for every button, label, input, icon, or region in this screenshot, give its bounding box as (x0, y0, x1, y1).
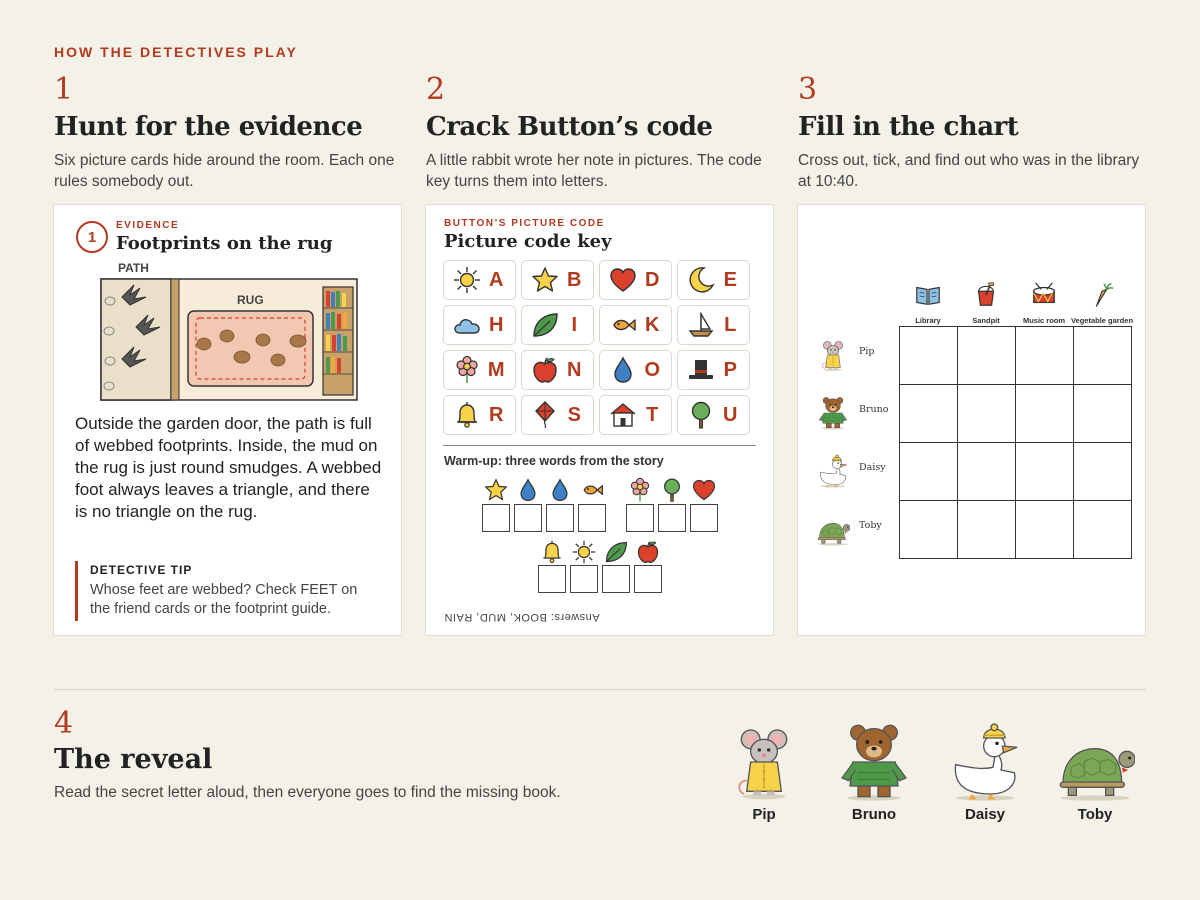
code-key-grid (443, 260, 750, 435)
drop-icon (608, 355, 638, 385)
bear-icon (816, 396, 850, 430)
house-icon (608, 400, 638, 430)
answer-letter-box[interactable] (658, 504, 686, 532)
duck-icon (816, 454, 850, 488)
code-letter: K (645, 313, 660, 336)
code-letter: B (567, 268, 582, 291)
step-number: 3 (798, 72, 818, 107)
reveal-description: Read the secret letter aloud, then everyone goes to find the missing book. (54, 784, 561, 801)
evidence-number-badge: 1 (76, 221, 108, 253)
carrot-icon (1088, 281, 1116, 309)
detective-tip (75, 561, 375, 621)
code-key-cell (677, 350, 750, 390)
footprints-scene-illustration (100, 261, 358, 401)
code-title: Picture code key (444, 231, 612, 252)
answer-letter-box[interactable] (514, 504, 542, 532)
code-kicker: BUTTON’S PICTURE CODE (444, 218, 605, 229)
mouse-icon (816, 338, 850, 372)
book-icon (914, 281, 942, 309)
evidence-title: Footprints on the rug (116, 233, 333, 254)
friend-toby (1045, 722, 1145, 823)
bell-icon (452, 400, 482, 430)
chart-row-label: Bruno (859, 404, 889, 415)
star-icon (483, 477, 509, 503)
friend-pip (714, 722, 814, 823)
chart-row-label: Daisy (859, 462, 886, 473)
code-key-cell (443, 395, 516, 435)
chart-grid-cell[interactable] (1074, 385, 1132, 443)
flower-icon (452, 355, 482, 385)
chart-grid-cell[interactable] (1016, 385, 1074, 443)
deduction-grid (899, 326, 1132, 559)
flower-icon (627, 477, 653, 503)
evidence-card (53, 204, 402, 636)
fish-icon (608, 310, 638, 340)
step-title: Fill in the chart (798, 112, 1019, 142)
code-letter: N (567, 358, 582, 381)
warmup-title: Warm-up: three words from the story (444, 454, 664, 468)
code-letter: U (723, 403, 738, 426)
section-kicker: HOW THE DETECTIVES PLAY (54, 44, 298, 60)
sun-icon (452, 265, 482, 295)
reveal-number: 4 (54, 706, 74, 741)
bucket-icon (972, 281, 1000, 309)
step-1 (54, 72, 404, 192)
friend-daisy (935, 722, 1035, 823)
code-letter: D (645, 268, 660, 291)
code-letter: A (489, 268, 504, 291)
step-2 (426, 72, 776, 192)
chart-grid-cell[interactable] (1016, 327, 1074, 385)
star-icon (530, 265, 560, 295)
drop-icon (515, 477, 541, 503)
chart-column-label: Music room (1022, 316, 1066, 325)
code-letter: M (487, 358, 505, 381)
mouse-icon (714, 722, 814, 802)
tree-icon (659, 477, 685, 503)
step-number: 2 (426, 72, 446, 107)
drum-icon (1030, 281, 1058, 309)
code-key-cell (443, 305, 516, 345)
code-key-cell (521, 260, 594, 300)
code-letter: I (571, 313, 578, 336)
answer-letter-box[interactable] (570, 565, 598, 593)
duck-icon (935, 722, 1035, 802)
moon-icon (686, 265, 716, 295)
friend-name: Toby (1077, 806, 1113, 823)
friend-bruno (824, 722, 924, 823)
tortoise-icon (816, 512, 850, 546)
code-key-cell (677, 395, 750, 435)
code-key-cell (443, 350, 516, 390)
chart-grid-cell[interactable] (1074, 327, 1132, 385)
code-key-cell (599, 395, 672, 435)
code-letter: R (489, 403, 504, 426)
tortoise-icon (1045, 722, 1145, 802)
step-description: A little rabbit wrote her note in pictures. The code key turns them into letters. (426, 152, 762, 190)
chart-grid-cell[interactable] (900, 501, 958, 559)
reveal-title: The reveal (54, 744, 213, 775)
chart-grid-cell[interactable] (900, 327, 958, 385)
chart-column-label: Vegetable garden (1070, 316, 1134, 325)
boat-icon (686, 310, 716, 340)
friend-name: Pip (752, 806, 776, 823)
hat-icon (686, 355, 716, 385)
chart-grid-cell[interactable] (958, 443, 1016, 501)
chart-grid-cell[interactable] (958, 385, 1016, 443)
code-key-cell (599, 350, 672, 390)
code-letter: H (489, 313, 504, 336)
bear-icon (824, 722, 924, 802)
chart-column-label: Sandpit (972, 316, 1000, 325)
chart-row-label: Toby (859, 520, 882, 531)
tree-icon (686, 400, 716, 430)
bell-icon (539, 539, 565, 565)
chart-grid-cell[interactable] (958, 327, 1016, 385)
apple-icon (635, 539, 661, 565)
chart-grid-cell[interactable] (1016, 443, 1074, 501)
drop-icon (547, 477, 573, 503)
chart-row-label: Pip (859, 346, 875, 357)
chart-column-label: Library (915, 316, 941, 325)
chart-grid-cell[interactable] (958, 501, 1016, 559)
leaf-icon (530, 310, 560, 340)
answer-letter-box[interactable] (538, 565, 566, 593)
chart-grid-cell[interactable] (1074, 501, 1132, 559)
step-description: Cross out, tick, and find out who was in the library at 10:40. (798, 152, 1140, 190)
step-description: Six picture cards hide around the room. Each one rules somebody out. (54, 152, 395, 190)
tip-heading: DETECTIVE TIP (90, 563, 193, 577)
code-key-cell (677, 260, 750, 300)
answer-letter-box[interactable] (482, 504, 510, 532)
code-letter: T (646, 403, 659, 426)
answer-letter-box[interactable] (546, 504, 574, 532)
heart-icon (608, 265, 638, 295)
answer-letter-box[interactable] (690, 504, 718, 532)
rug-label: RUG (237, 293, 264, 307)
code-key-cell (599, 260, 672, 300)
code-key-cell (521, 395, 594, 435)
chart-grid-cell[interactable] (900, 443, 958, 501)
cloud-icon (452, 310, 482, 340)
code-letter: L (724, 313, 737, 336)
step-title: Hunt for the evidence (54, 112, 363, 142)
answer-letter-box[interactable] (626, 504, 654, 532)
step-number: 1 (54, 72, 74, 107)
chart-grid-cell[interactable] (1074, 443, 1132, 501)
code-key-cell (677, 305, 750, 345)
code-letter: O (644, 358, 661, 381)
picture-code-card (425, 204, 774, 636)
leaf-icon (603, 539, 629, 565)
answer-letter-box[interactable] (602, 565, 630, 593)
answer-letter-box[interactable] (634, 565, 662, 593)
tip-body: Whose feet are webbed? Check FEET on the friend cards or the footprint guide. (90, 582, 358, 617)
code-letter: P (723, 358, 737, 381)
sun-icon (571, 539, 597, 565)
path-label: PATH (118, 261, 149, 275)
code-key-cell (443, 260, 516, 300)
chart-grid-cell[interactable] (900, 385, 958, 443)
apple-icon (530, 355, 560, 385)
kite-icon (530, 400, 560, 430)
answer-letter-box[interactable] (578, 504, 606, 532)
divider (443, 445, 756, 446)
step-3 (798, 72, 1148, 192)
chart-grid-cell[interactable] (1016, 501, 1074, 559)
code-letter: E (723, 268, 737, 291)
fish-icon (579, 477, 605, 503)
code-key-cell (521, 350, 594, 390)
evidence-kicker: EVIDENCE (116, 220, 180, 231)
code-key-cell (521, 305, 594, 345)
section-divider (54, 689, 1146, 690)
code-letter: S (567, 403, 581, 426)
evidence-body: Outside the garden door, the path is full of webbed footprints. Inside, the mud on the rug is just round smudges. A webbed foot always leaves a triangle, and there is no triangle on the rug. (75, 414, 382, 521)
friend-name: Daisy (964, 806, 1006, 823)
code-key-cell (599, 305, 672, 345)
friend-name: Bruno (851, 806, 897, 823)
upside-down-answers: Answers: BOOK, MUD, RAIN (444, 611, 600, 623)
deduction-chart-card (797, 204, 1146, 636)
heart-icon (691, 477, 717, 503)
step-title: Crack Button’s code (426, 112, 713, 142)
